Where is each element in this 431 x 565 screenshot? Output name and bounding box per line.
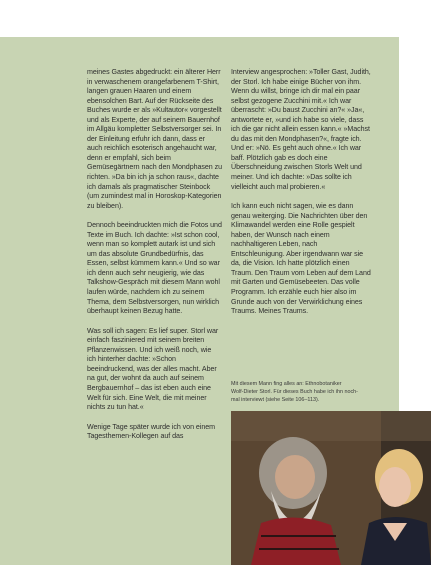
paragraph: Was soll ich sagen: Es lief super. Storl war einfach fasziniered mit seinem breiten Pflanzenwissen. Und ich weiß noch, wie ich hinterher dachte: »Schon beeindruckend, was der alles macht. Aber na gut, der wohnt da auch auf seinem Bergbauernhof – das ist eben auch eine Welt für sich. Eine Welt, die mit meiner nichts zu tun hat.« [87,326,219,412]
left-text-column [87,68,222,452]
photo-caption [231,381,381,404]
portrait-photo [231,411,431,565]
paragraph: Interview angesprochen: »Toller Gast, Judith, der Storl. Ich habe einige Bücher von ihm. Wenn du willst, bringe ich dir mal ein paar selbst gezogene Zucchini mit.« Ich war überrascht: »Du baust Zucchini an?« »Ja«, antwortete er, »und ich habe so viele, dass ich die gar nicht allein essen kann.« »Machst du das mit den Mondphasen?«, fragte ich. Und er: »Nö. Es geht auch ohne.« Ich war baff. Plötzlich gab es doch eine Überschneidung zwischen Storls Welt und meiner. Und ich dachte: »Das sollte ich vielleicht auch mal probieren.« [231,68,371,191]
paragraph: meines Gastes abgedruckt: ein älterer Herr in verwaschenem orangefarbenem T-Shirt, langen grauen Haaren und einem ebensolchen Bart. Auf der Rückseite des Buches wurde er als »Kultautor« vorgestellt und als Experte, der auf seinem Bauernhof im Allgäu kompletter Selbstversorger sei. In der Einleitung erfuhr ich dann, dass er auch reichlich esoterisch angehaucht war, denn er empfahl, sich beim Gemüsegärtnern nach den Mondphasen zu richten. »Da bin ich ja schon raus«, dachte ich damals als pragmatischer Steinbock (um zumindest mal in Horoskop-Kategorien zu bleiben). [87,68,222,210]
paragraph: Dennoch beeindruckten mich die Fotos und Texte im Buch. Ich dachte: »Ist schon cool, wenn man so komplett autark ist und sich um das absolute Grundbedürfnis, das Essen, selbst kümmern kann.« Und so war ich denn auch sehr neugierig, wie das Talkshow-Gespräch mit diesem Mann wohl laufen würde, nachdem ich zu seinem Thema, dem Selbstversorgen, nun wirklich überhaupt keinen Bezug hatte. [87,221,222,316]
right-text-column [231,68,372,327]
caption-line: Wolf-Dieter Storl. Für dieses Buch habe ich ihn noch- [231,388,358,395]
portrait-illustration [231,411,431,565]
caption-line: Mit diesem Mann fing alles an: Ethnobotaniker [231,381,342,387]
paragraph: Ich kann euch nicht sagen, wie es dann genau weiterging. Die Nachrichten über den Klimawandel werden eine Rolle gespielt haben, der Wunsch nach einem nachhaltigeren Leben, nach Entschleunigung. Aber irgendwann war sie da, die Vision. Ich hatte plötzlich einen Traum. Den Traum vom Leben auf dem Land mit Garten und Gemüsebeeten. Das volle Programm. Ich erzähle euch hier also im Grunde auch von der Verwirklichung eines Traums. Meines Traums. [231,202,371,316]
caption-line: mal interviewt (siehe Seite 106–113). [231,396,320,403]
paragraph: Wenige Tage später wurde ich von einem Tagesthemen-Kollegen auf das [87,422,215,441]
